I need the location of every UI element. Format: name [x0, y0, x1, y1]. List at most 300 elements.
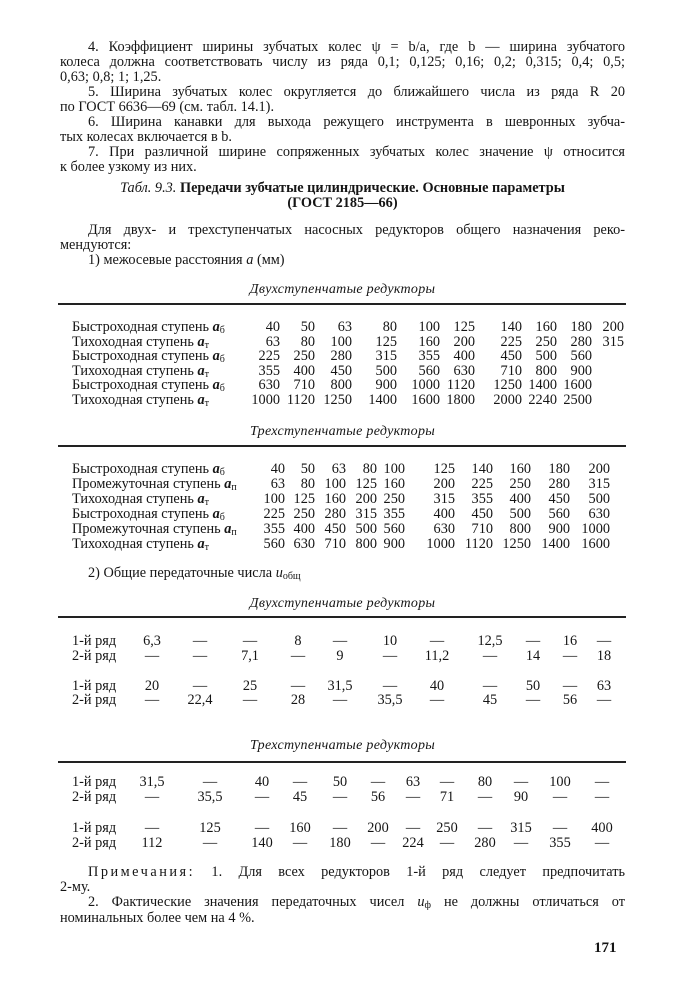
table-cell: 1400 — [541, 536, 570, 552]
row-var: a — [197, 491, 205, 507]
table-cell: 630 — [258, 377, 280, 393]
table-cell: 18 — [596, 648, 612, 664]
table-cell: 1000 — [581, 521, 610, 537]
table-standard: (ГОСТ 2185—66) — [287, 195, 398, 211]
table-cell: — — [254, 820, 270, 836]
table-cell: 140 — [500, 319, 522, 335]
note-var: u — [417, 895, 425, 910]
note-line: 6. Ширина канавки для выхода режущего инструмента в шевронных зубча- — [88, 115, 625, 130]
note-text: 2. Фактические значения передаточных чисел — [88, 895, 405, 910]
table-cell: — — [202, 835, 218, 851]
table-cell: 80 — [477, 774, 493, 790]
section-var: u — [275, 565, 283, 581]
table-rule — [58, 445, 626, 447]
table-cell: 35,5 — [377, 692, 403, 708]
row-label — [72, 378, 225, 392]
table-title — [60, 181, 625, 196]
table-cell: 1000 — [411, 377, 440, 393]
note-line: 2-му. — [60, 879, 91, 895]
section-sub: общ — [282, 571, 301, 582]
row-label-text: Промежуточная ступень — [72, 521, 221, 537]
table-cell: — — [594, 835, 610, 851]
table-cell: 140 — [251, 835, 273, 851]
table-cell: 1800 — [446, 391, 475, 408]
table-cell: 1120 — [446, 377, 475, 393]
row-sub: т — [204, 497, 210, 508]
section-unit: (мм) — [256, 252, 285, 268]
table-cell: 250 — [436, 820, 458, 836]
table-cell: 400 — [453, 348, 475, 364]
note-line — [60, 865, 625, 880]
note-text: 1. Для всех редукторов 1-й ряд следует предпочитать — [211, 865, 625, 880]
table-cell: 8 — [294, 633, 302, 649]
row-label — [72, 522, 237, 536]
table-cell: 125 — [453, 319, 475, 335]
table-rule — [58, 616, 626, 618]
table-cell: 160 — [509, 461, 531, 477]
table-cell: 10 — [382, 633, 398, 649]
table-cell: 315 — [433, 491, 455, 507]
row-var: a — [212, 377, 220, 393]
table-cell: 900 — [570, 362, 592, 379]
table-cell: 400 — [433, 506, 455, 522]
row-sub: п — [231, 527, 237, 538]
table-cell: 1000 — [251, 391, 280, 408]
table-cell: 710 — [500, 362, 522, 379]
table-cell: 630 — [433, 521, 455, 537]
table-cell: 80 — [362, 461, 377, 477]
table-cell: — — [144, 820, 160, 836]
row-sub: б — [219, 383, 225, 394]
table-cell: 250 — [535, 333, 557, 350]
table-cell: 100 — [324, 476, 346, 492]
section-num: 2) — [88, 565, 100, 581]
table-cell: — — [144, 648, 160, 664]
table-cell: 125 — [293, 491, 315, 507]
table-cell: — — [477, 789, 493, 805]
table-cell: — — [513, 774, 529, 790]
row-label-text: Тихоходная ступень — [72, 491, 194, 507]
row-label — [72, 335, 209, 349]
row-label-text: Быстроходная ступень — [72, 319, 210, 335]
table-cell: — — [552, 789, 568, 805]
table-cell: — — [594, 774, 610, 790]
section-1-heading — [88, 253, 653, 268]
table-cell: — — [405, 789, 421, 805]
table-cell: — — [525, 633, 541, 649]
row-var: a — [212, 506, 220, 522]
section-2-heading — [88, 566, 653, 581]
table-cell: 40 — [270, 461, 285, 477]
page-number: 171 — [594, 940, 617, 956]
table-cell: 28 — [290, 692, 306, 708]
table-cell: 225 — [471, 476, 493, 492]
table-cell: — — [144, 692, 160, 708]
table-section-header: Трехступенчатые редукторы — [249, 738, 436, 753]
table-cell: 45 — [482, 692, 498, 708]
table-cell: 900 — [375, 377, 397, 393]
table-cell: — — [242, 633, 258, 649]
row-label — [72, 775, 116, 789]
table-cell: 35,5 — [197, 789, 223, 805]
table-cell: — — [332, 820, 348, 836]
table-cell: 50 — [525, 678, 541, 694]
row-label — [72, 349, 225, 363]
table-cell: 100 — [263, 491, 285, 507]
table-cell: — — [292, 835, 308, 851]
table-cell: — — [513, 835, 529, 851]
table-cell: 7,1 — [241, 648, 259, 664]
table-cell: 315 — [588, 476, 610, 492]
table-cell: 80 — [382, 319, 397, 335]
table-cell: — — [596, 633, 612, 649]
table-cell: — — [332, 692, 348, 708]
table-cell: 100 — [549, 774, 571, 790]
table-section-header: Трехступенчатые редукторы — [249, 424, 436, 439]
table-cell: 1120 — [286, 391, 315, 408]
table-cell: 560 — [263, 536, 285, 552]
note-line: 0,63; 0,8; 1; 1,25. — [60, 69, 162, 85]
table-cell: 1120 — [464, 536, 493, 552]
table-cell: 200 — [367, 820, 389, 836]
table-cell: 2500 — [563, 391, 592, 408]
table-cell: 400 — [293, 362, 315, 379]
row-label — [72, 693, 116, 707]
table-cell: 63 — [337, 319, 352, 335]
table-cell: 71 — [439, 789, 455, 805]
table-cell: — — [192, 678, 208, 694]
table-cell: 1400 — [528, 377, 557, 393]
table-cell: 225 — [500, 333, 522, 350]
notes-heading: Примечания: — [88, 865, 196, 880]
table-cell: 250 — [383, 491, 405, 507]
table-cell: — — [292, 774, 308, 790]
row-sub: б — [219, 325, 225, 336]
table-cell: — — [525, 692, 541, 708]
row-var: a — [224, 476, 232, 492]
row-label — [72, 821, 116, 835]
row-sub: б — [219, 512, 225, 523]
table-cell: — — [370, 774, 386, 790]
table-cell: — — [382, 648, 398, 664]
note-line: тых колесах включается в b. — [60, 129, 232, 145]
row-label-text: Тихоходная ступень — [72, 362, 194, 379]
note-line: к более узкому из них. — [60, 159, 197, 175]
row-label — [72, 679, 116, 693]
table-cell: 63 — [265, 333, 280, 350]
row-label — [72, 537, 209, 551]
table-cell: 1600 — [581, 536, 610, 552]
table-cell: — — [552, 820, 568, 836]
table-cell: 450 — [500, 348, 522, 364]
table-cell: 800 — [535, 362, 557, 379]
table-label: Табл. 9.3. — [120, 180, 177, 196]
table-cell: 355 — [418, 348, 440, 364]
table-cell: 355 — [263, 521, 285, 537]
table-cell: 500 — [535, 348, 557, 364]
row-label — [72, 364, 209, 378]
table-cell: — — [144, 789, 160, 805]
table-cell: — — [405, 820, 421, 836]
table-cell: 450 — [548, 491, 570, 507]
table-cell: 630 — [588, 506, 610, 522]
table-cell: 45 — [292, 789, 308, 805]
table-cell: 710 — [324, 536, 346, 552]
table-cell: 500 — [375, 362, 397, 379]
table-cell: 100 — [418, 319, 440, 335]
row-var: a — [197, 333, 205, 350]
row-label-text: 1-й ряд — [72, 633, 117, 649]
table-cell: — — [562, 648, 578, 664]
row-label-text: Быстроходная ступень — [72, 506, 210, 522]
table-cell: — — [482, 678, 498, 694]
table-cell: — — [332, 633, 348, 649]
row-label-text: 2-й ряд — [72, 789, 117, 805]
table-cell: 500 — [588, 491, 610, 507]
table-cell: 355 — [471, 491, 493, 507]
table-cell: 225 — [263, 506, 285, 522]
row-label-text: 1-й ряд — [72, 678, 117, 694]
section-text: Общие передаточные числа — [103, 565, 273, 581]
table-cell: — — [192, 633, 208, 649]
table-cell: 1600 — [563, 377, 592, 393]
table-cell: 280 — [570, 333, 592, 350]
table-cell: 450 — [330, 362, 352, 379]
row-label-text: Быстроходная ступень — [72, 348, 210, 364]
table-cell: 200 — [355, 491, 377, 507]
table-cell: 140 — [471, 461, 493, 477]
table-cell: 560 — [383, 521, 405, 537]
row-label — [72, 634, 116, 648]
row-label-text: Быстроходная ступень — [72, 461, 210, 477]
row-sub: б — [219, 467, 225, 478]
table-cell: 1250 — [502, 536, 531, 552]
table-cell: — — [594, 789, 610, 805]
table-cell: 31,5 — [327, 678, 353, 694]
table-section-header: Двухступенчатые редукторы — [249, 282, 436, 297]
row-label — [72, 649, 116, 663]
table-cell: 710 — [293, 377, 315, 393]
note-line: номинальных более чем на 4 %. — [60, 910, 255, 926]
row-sub: т — [204, 339, 210, 351]
row-var: a — [197, 362, 205, 379]
table-cell: 800 — [509, 521, 531, 537]
table-cell: — — [439, 835, 455, 851]
row-label — [72, 462, 225, 476]
table-cell: 100 — [330, 333, 352, 350]
row-label — [72, 507, 225, 521]
row-label — [72, 790, 116, 804]
table-cell: 160 — [418, 333, 440, 350]
table-cell: 80 — [300, 476, 315, 492]
table-cell: — — [290, 678, 306, 694]
table-cell: 40 — [254, 774, 270, 790]
row-label-text: 1-й ряд — [72, 774, 117, 790]
table-cell: 125 — [375, 333, 397, 350]
table-cell: 1400 — [368, 391, 397, 408]
row-label-text: 2-й ряд — [72, 835, 117, 851]
section-text: межосевые расстояния — [103, 252, 243, 268]
row-label — [72, 492, 209, 506]
row-label-text: Тихоходная ступень — [72, 536, 194, 552]
row-label-text: Тихоходная ступень — [72, 333, 194, 350]
table-cell: 125 — [199, 820, 221, 836]
row-label-text: 2-й ряд — [72, 648, 117, 664]
table-cell: 560 — [548, 506, 570, 522]
table-cell: 500 — [509, 506, 531, 522]
table-cell: 6,3 — [143, 633, 161, 649]
row-sub: т — [204, 368, 210, 380]
row-sub: т — [204, 397, 210, 409]
note-sub: ф — [424, 900, 431, 910]
note-line: 4. Коэффициент ширины зубчатых колес ψ = b/a, где b — ширина зубчатого — [88, 40, 625, 55]
table-rule — [58, 761, 626, 763]
note-line — [60, 895, 625, 910]
table-cell: 1000 — [426, 536, 455, 552]
table-cell: 200 — [602, 319, 624, 335]
table-cell: 63 — [270, 476, 285, 492]
table-cell: 160 — [289, 820, 311, 836]
table-cell: — — [429, 692, 445, 708]
table-cell: 125 — [355, 476, 377, 492]
table-cell: — — [477, 820, 493, 836]
table-cell: — — [242, 692, 258, 708]
table-cell: 315 — [602, 333, 624, 350]
row-sub: т — [204, 542, 210, 553]
table-cell: 250 — [293, 506, 315, 522]
intro-line: мендуются: — [60, 237, 132, 253]
row-label — [72, 393, 209, 407]
table-cell: 25 — [242, 678, 258, 694]
row-label-text: Тихоходная ступень — [72, 391, 194, 408]
table-cell: 900 — [383, 536, 405, 552]
table-cell: — — [382, 678, 398, 694]
table-cell: 560 — [418, 362, 440, 379]
table-cell: — — [192, 648, 208, 664]
table-cell: — — [562, 678, 578, 694]
table-cell: 355 — [549, 835, 571, 851]
table-cell: — — [332, 789, 348, 805]
table-cell: 315 — [375, 348, 397, 364]
table-cell: 315 — [355, 506, 377, 522]
row-label-text: 1-й ряд — [72, 820, 117, 836]
table-cell: — — [439, 774, 455, 790]
table-cell: 100 — [383, 461, 405, 477]
table-cell: 280 — [548, 476, 570, 492]
intro-line: Для двух- и трехступенчатых насосных редукторов общего назначения реко- — [88, 223, 625, 238]
note-line: 7. При различной ширине сопряженных зубчатых колес значение ψ относится — [88, 145, 625, 160]
table-cell: 160 — [324, 491, 346, 507]
section-var: a — [246, 252, 254, 268]
table-cell: 800 — [355, 536, 377, 552]
row-label-text: Быстроходная ступень — [72, 377, 210, 393]
table-cell: 1250 — [323, 391, 352, 408]
table-cell: 200 — [433, 476, 455, 492]
table-cell: 560 — [570, 348, 592, 364]
table-cell: 180 — [548, 461, 570, 477]
row-label — [72, 477, 237, 491]
table-cell: 900 — [548, 521, 570, 537]
row-sub: б — [219, 354, 225, 365]
table-cell: 500 — [355, 521, 377, 537]
table-cell: — — [370, 835, 386, 851]
table-cell: 63 — [405, 774, 421, 790]
table-cell: 40 — [429, 678, 445, 694]
table-cell: 9 — [336, 648, 344, 664]
row-var: a — [197, 391, 205, 408]
table-cell: — — [202, 774, 218, 790]
table-cell: — — [596, 692, 612, 708]
table-cell: 56 — [370, 789, 386, 805]
table-cell: 800 — [330, 377, 352, 393]
table-cell: 630 — [453, 362, 475, 379]
table-cell: 180 — [329, 835, 351, 851]
table-cell: 315 — [510, 820, 532, 836]
row-var: a — [197, 536, 205, 552]
table-cell: 280 — [324, 506, 346, 522]
table-cell: 11,2 — [424, 648, 450, 664]
table-cell: 160 — [535, 319, 557, 335]
row-label-text: 2-й ряд — [72, 692, 117, 708]
table-cell: 80 — [300, 333, 315, 350]
table-cell: 22,4 — [187, 692, 213, 708]
table-cell: 450 — [471, 506, 493, 522]
row-var: a — [212, 348, 220, 364]
table-cell: 630 — [293, 536, 315, 552]
table-cell: 2000 — [493, 391, 522, 408]
table-cell: 400 — [509, 491, 531, 507]
table-cell: 180 — [570, 319, 592, 335]
row-label — [72, 836, 116, 850]
table-section-header: Двухступенчатые редукторы — [249, 596, 436, 611]
table-cell: 450 — [324, 521, 346, 537]
row-var: a — [212, 461, 220, 477]
table-cell: 400 — [293, 521, 315, 537]
section-num: 1) — [88, 252, 100, 268]
table-cell: 112 — [141, 835, 163, 851]
note-line: 5. Ширина зубчатых колес округляется до ближайшего числа из ряда R 20 — [88, 85, 625, 100]
row-var: a — [224, 521, 232, 537]
table-cell: 225 — [258, 348, 280, 364]
table-cell: 56 — [562, 692, 578, 708]
table-cell: — — [290, 648, 306, 664]
row-var: a — [212, 319, 220, 335]
table-cell: — — [482, 648, 498, 664]
table-cell: 224 — [402, 835, 424, 851]
table-cell: 160 — [383, 476, 405, 492]
table-cell: 200 — [588, 461, 610, 477]
table-cell: 2240 — [528, 391, 557, 408]
table-cell: 31,5 — [139, 774, 165, 790]
table-cell: 14 — [525, 648, 541, 664]
table-cell: 125 — [433, 461, 455, 477]
table-cell: 20 — [144, 678, 160, 694]
note-text: не должны отличаться от — [443, 895, 625, 910]
table-cell: 63 — [331, 461, 346, 477]
table-cell: — — [429, 633, 445, 649]
table-cell: 280 — [330, 348, 352, 364]
table-cell: 50 — [332, 774, 348, 790]
table-cell: 710 — [471, 521, 493, 537]
note-line: колеса должна соответствовать числу из ряда 0,1; 0,125; 0,16; 0,2; 0,315; 0,4; 0,5; — [60, 55, 625, 70]
table-rule — [58, 303, 626, 305]
note-line: по ГОСТ 6636—69 (см. табл. 14.1). — [60, 99, 275, 115]
table-cell: 355 — [258, 362, 280, 379]
table-cell: 1600 — [411, 391, 440, 408]
table-cell: 90 — [513, 789, 529, 805]
row-label — [72, 320, 225, 334]
table-cell: 63 — [596, 678, 612, 694]
